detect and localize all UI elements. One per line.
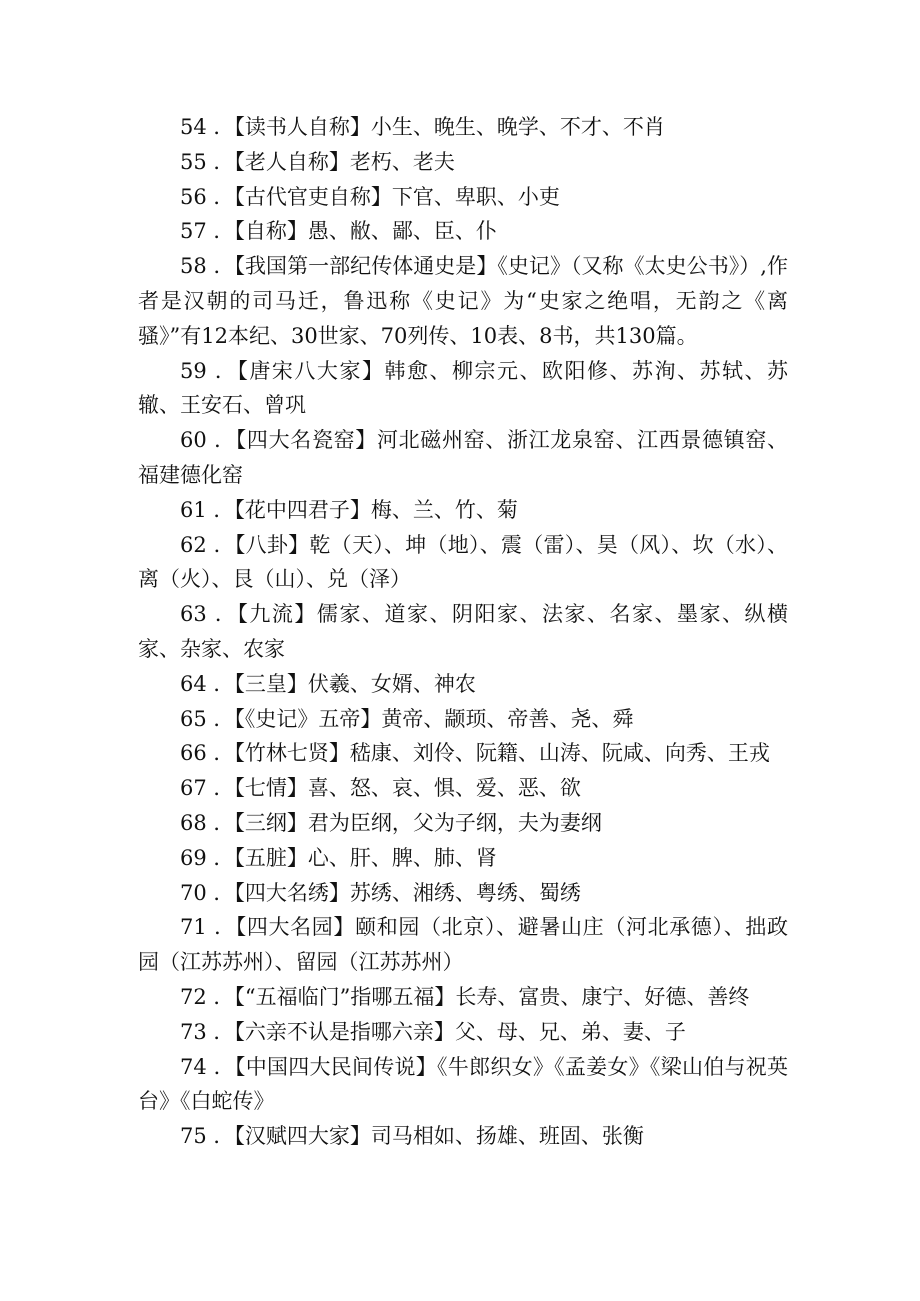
list-item xyxy=(138,702,788,737)
entry-number: 62 xyxy=(180,532,207,557)
entry-text: ．【老人自称】老朽、老夫 xyxy=(213,149,455,174)
entry-text: ．【四大名园】颐和园（北京）、避暑山庄（河北承德）、拙政园（江苏苏州）、留园（江苏苏州） xyxy=(138,915,788,975)
list-item xyxy=(138,354,788,424)
entry-text: ．【八卦】乾（天）、坤（地）、震（雷）、昊（风）、坎（水）、离（火）、艮（山）、兑（泽） xyxy=(138,532,788,592)
entry-number: 65 xyxy=(180,706,207,731)
entry-number: 68 xyxy=(180,810,207,835)
entry-number: 66 xyxy=(180,741,207,766)
list-item xyxy=(138,841,788,876)
entry-text: ．【三纲】君为臣纲，父为子纲，夫为妻纲 xyxy=(213,810,602,835)
entry-number: 64 xyxy=(180,671,207,696)
list-item xyxy=(138,876,788,911)
entry-text: ．【唐宋八大家】韩愈、柳宗元、欧阳修、苏洵、苏轼、苏辙、王安石、曾巩 xyxy=(138,358,788,418)
list-item xyxy=(138,1015,788,1050)
list-item xyxy=(138,214,788,249)
list-item xyxy=(138,736,788,771)
list-item xyxy=(138,180,788,215)
list-item xyxy=(138,597,788,667)
entry-number: 75 xyxy=(180,1124,207,1149)
entry-text: ．【我国第一部纪传体通史是】《史记》（又称《太史公书》）,作者是汉朝的司马迁，鲁迅称《史记》为“史家之绝唱，无韵之《离骚》”有12本纪、30世家、70列传、10表、8书，共130篇。 xyxy=(138,254,788,348)
list-item xyxy=(138,771,788,806)
entry-number: 60 xyxy=(180,428,207,453)
entry-text: ．【四大名绣】苏绣、湘绣、粤绣、蜀绣 xyxy=(213,880,581,905)
list-item xyxy=(138,528,788,598)
entry-list xyxy=(138,110,788,1154)
list-item xyxy=(138,667,788,702)
entry-text: ．【“五福临门”指哪五福】长寿、富贵、康宁、好德、善终 xyxy=(213,984,750,1009)
entry-number: 72 xyxy=(180,984,207,1009)
entry-number: 74 xyxy=(180,1054,207,1079)
list-item xyxy=(138,423,788,493)
entry-number: 57 xyxy=(180,219,207,244)
entry-number: 54 xyxy=(180,115,207,139)
entry-number: 67 xyxy=(180,776,207,801)
list-item xyxy=(138,145,788,180)
entry-text: ．【中国四大民间传说】《牛郎织女》《孟姜女》《梁山伯与祝英台》《白蛇传》 xyxy=(138,1054,788,1114)
list-item xyxy=(138,910,788,980)
entry-text: ．【六亲不认是指哪六亲】父、母、兄、弟、妻、子 xyxy=(213,1019,686,1044)
entry-number: 69 xyxy=(180,845,207,870)
entry-text: ．【三皇】伏羲、女婿、神农 xyxy=(213,671,476,696)
entry-text: ．【自称】愚、敝、鄙、臣、仆 xyxy=(213,219,497,244)
list-item xyxy=(138,1119,788,1154)
entry-number: 73 xyxy=(180,1019,207,1044)
entry-text: ．【读书人自称】小生、晚生、晚学、不才、不肖 xyxy=(213,115,665,139)
entry-number: 71 xyxy=(180,915,207,940)
entry-text: ．【《史记》五帝】黄帝、颛顼、帝善、尧、舜 xyxy=(213,706,634,731)
entry-text: ．【汉赋四大家】司马相如、扬雄、班固、张衡 xyxy=(213,1124,644,1149)
entry-number: 70 xyxy=(180,880,207,905)
entry-text: ．【古代官吏自称】下官、卑职、小吏 xyxy=(213,184,560,209)
entry-number: 61 xyxy=(180,497,207,522)
entry-text: ．【五脏】心、肝、脾、肺、肾 xyxy=(213,845,497,870)
entry-text: ．【七情】喜、怒、哀、惧、爱、恶、欲 xyxy=(213,776,581,801)
entry-number: 58 xyxy=(180,254,207,279)
list-item xyxy=(138,110,788,145)
entry-number: 56 xyxy=(180,184,207,209)
entry-number: 63 xyxy=(180,602,207,627)
entry-text: ．【四大名瓷窑】河北磁州窑、浙江龙泉窑、江西景德镇窑、福建德化窑 xyxy=(138,428,788,487)
entry-number: 55 xyxy=(180,149,207,174)
list-item xyxy=(138,806,788,841)
list-item xyxy=(138,980,788,1015)
list-item xyxy=(138,249,788,353)
list-item xyxy=(138,1050,788,1120)
list-item xyxy=(138,493,788,528)
entry-text: ．【九流】儒家、道家、阴阳家、法家、名家、墨家、纵横家、杂家、农家 xyxy=(138,602,788,661)
entry-number: 59 xyxy=(180,358,207,383)
entry-text: ．【花中四君子】梅、兰、竹、菊 xyxy=(213,497,518,522)
entry-text: ．【竹林七贤】嵇康、刘伶、阮籍、山涛、阮咸、向秀、王戎 xyxy=(213,741,770,766)
